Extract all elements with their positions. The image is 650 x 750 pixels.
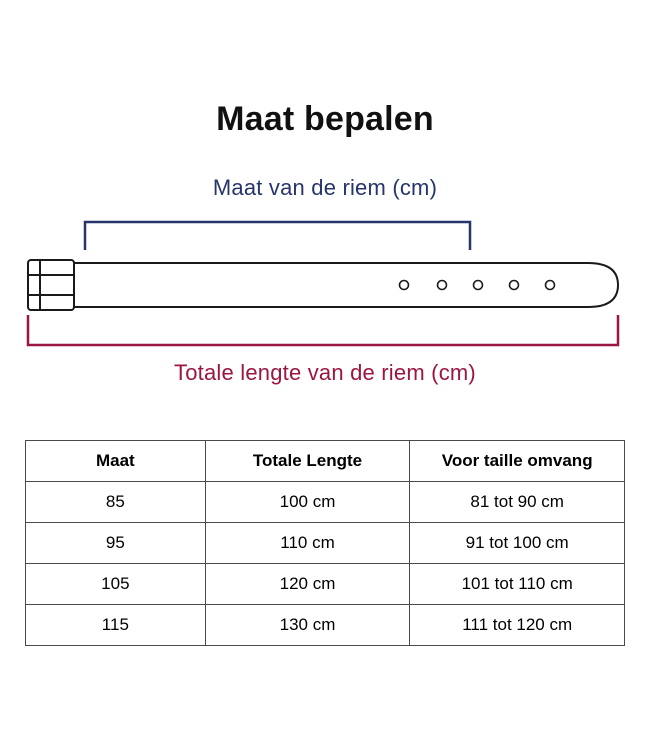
- belt-body-icon: [62, 263, 618, 307]
- cell-taille-omvang: 81 tot 90 cm: [410, 482, 625, 523]
- table-row: [26, 482, 625, 523]
- table-header-taille-omvang: Voor taille omvang: [410, 441, 625, 482]
- cell-taille-omvang: 111 tot 120 cm: [410, 605, 625, 646]
- table-row: [26, 605, 625, 646]
- table-header-maat: Maat: [26, 441, 206, 482]
- cell-totale-lengte: 120 cm: [205, 564, 410, 605]
- cell-taille-omvang: 101 tot 110 cm: [410, 564, 625, 605]
- table-header-row: [26, 441, 625, 482]
- cell-totale-lengte: 130 cm: [205, 605, 410, 646]
- cell-totale-lengte: 100 cm: [205, 482, 410, 523]
- total-length-label: Totale lengte van de riem (cm): [174, 360, 476, 385]
- belt-buckle-icon: [28, 260, 74, 310]
- belt-diagram: [0, 175, 650, 405]
- cell-taille-omvang: 91 tot 100 cm: [410, 523, 625, 564]
- table-row: [26, 564, 625, 605]
- belt-measure-label: Maat van de riem (cm): [212, 175, 438, 200]
- cell-maat: 105: [26, 564, 206, 605]
- page-title: Maat bepalen: [216, 100, 434, 138]
- cell-maat: 115: [26, 605, 206, 646]
- cell-maat: 85: [26, 482, 206, 523]
- belt-illustration-svg: [0, 175, 650, 405]
- size-table: [25, 440, 625, 646]
- table-row: [26, 523, 625, 564]
- red-bracket-icon: [28, 315, 618, 345]
- cell-maat: 95: [26, 523, 206, 564]
- cell-totale-lengte: 110 cm: [205, 523, 410, 564]
- blue-bracket-icon: [85, 222, 470, 250]
- table-header-totale-lengte: Totale Lengte: [205, 441, 410, 482]
